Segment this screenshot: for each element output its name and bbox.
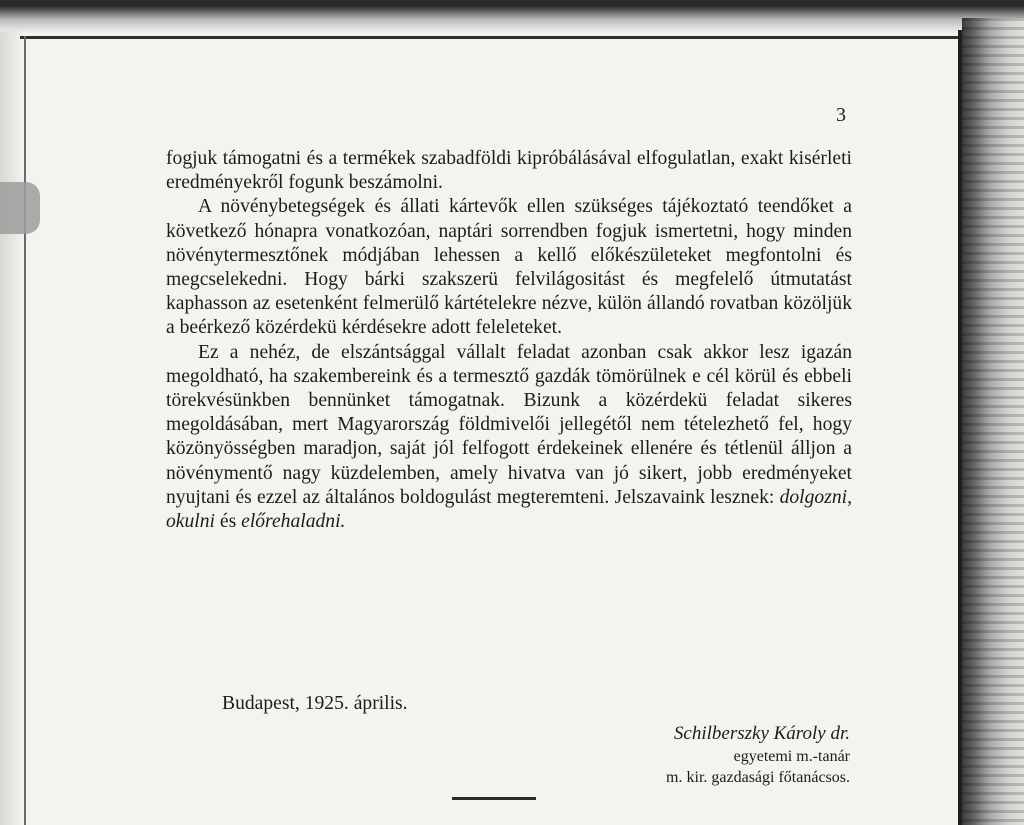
signature-title-1: egyetemi m.-tanár bbox=[733, 748, 850, 765]
top-scan-edge bbox=[0, 0, 1024, 34]
paragraph-3-text: Ez a nehéz, de elszántsággal vállalt feladat azonban csak akkor lesz igazán megoldható, ha szakembereink és a termesztő gazdák tömörülnek e cél körül és ebbeli törekvésünkben bennünket támogatnak. Bizunk a közérdekü feladat sikeres megoldásában, mert Magyarország földmivelői jellegétől nem tételezhető fel, hogy közönyösségben maradjon, saját jól felfogott érdekeinek ellenére és tétlenül álljon a növénymentő nagy küzdelemben, amely hivatva van jó sikert, jobb eredményeket nyujtani és ezzel az általános boldogulást megteremteni. Jelszavaink lesznek: bbox=[166, 341, 852, 508]
motto-word-1: dolgozni, bbox=[779, 486, 852, 508]
signature-title-2: m. kir. gazdasági főtanácsos. bbox=[666, 769, 850, 786]
right-scan-edge bbox=[962, 18, 1024, 825]
motto-word-2: okulni bbox=[166, 511, 215, 533]
date-line: Budapest, 1925. április. bbox=[222, 693, 408, 714]
signature-block bbox=[560, 722, 850, 788]
paragraph-1: fogjuk támogatni és a termékek szabadföldi kipróbálásával elfogulatlan, exakt kisérleti eredményekről fogunk beszámolni. bbox=[166, 148, 852, 194]
article-body bbox=[166, 147, 852, 534]
page-number: 3 bbox=[836, 104, 846, 126]
left-margin-shadow bbox=[0, 0, 24, 825]
top-border-rule bbox=[20, 36, 960, 39]
paragraph-3 bbox=[166, 341, 852, 535]
binding-tab-mark bbox=[0, 182, 40, 234]
motto-conjunction: és bbox=[219, 511, 237, 533]
right-border-rule bbox=[958, 30, 962, 825]
signature-name: Schilberszky Károly dr. bbox=[673, 723, 850, 744]
left-border-rule bbox=[24, 36, 26, 825]
paragraph-2: A növénybetegségek és állati kártevők ellen szükséges tájékoztató teendőket a következő hónapra vonatkozóan, naptári sorrendben fogjuk ismertetni, hogy minden növénytermesztőnek módjában lehessen a kellő előkészületeket megfontolni és megcselekedni. Hogy bárki szakszerü felvilágositást és megfelelő útmutatást kaphasson az esetenként felmerülő kártételekre nézve, külön állandó rovatban közöljük a beérkező közérdekü kérdésekre adott feleleteket. bbox=[166, 196, 852, 339]
bottom-rule bbox=[452, 797, 536, 800]
motto-word-3: előrehaladni. bbox=[241, 511, 346, 533]
